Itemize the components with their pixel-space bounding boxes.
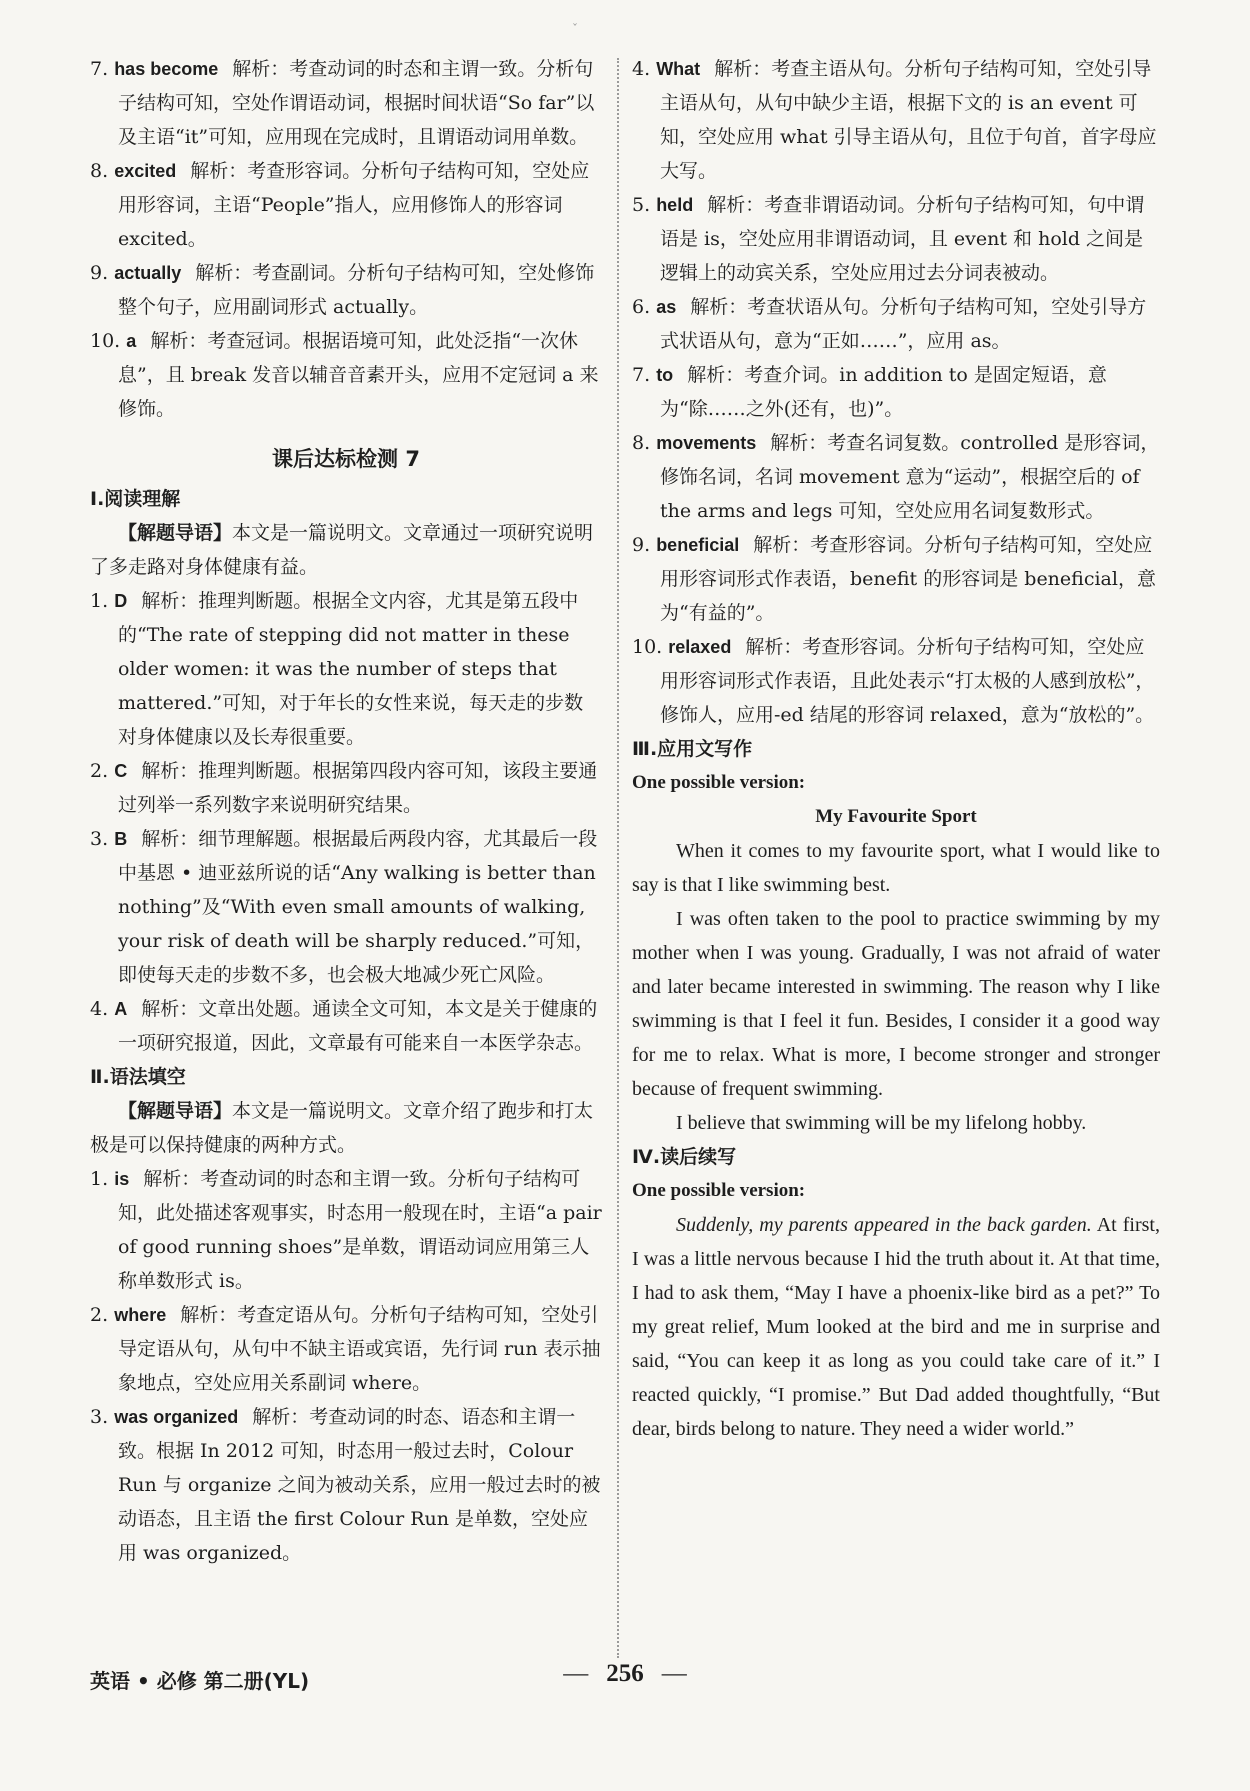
item-number: 7. bbox=[632, 364, 651, 386]
answer-key: A bbox=[114, 999, 128, 1019]
item-number: 3. bbox=[90, 1406, 109, 1428]
analysis-label: 解析： bbox=[745, 636, 803, 658]
analysis-label: 解析： bbox=[141, 828, 199, 850]
item-number: 1. bbox=[90, 590, 109, 612]
answer-key: beneficial bbox=[656, 535, 740, 555]
analysis-text: 考查动词的时态、语态和主谓一致。根据 In 2012 可知，时态用一般过去时，Colour Run 与 organize 之间为被动关系，应用一般过去时的被动语态，且主语 the first Colour Run 是单数，空处应用 was organized。 bbox=[118, 1406, 601, 1564]
analysis-label: 解析： bbox=[150, 330, 208, 352]
page-dash: — bbox=[563, 1660, 589, 1687]
answer-item bbox=[90, 324, 602, 426]
guide-key: 【解题导语】 bbox=[118, 1100, 233, 1122]
reading-guide bbox=[90, 516, 602, 584]
answer-item bbox=[90, 754, 602, 822]
analysis-text: 推理判断题。根据第四段内容可知，该段主要通过列举一系列数字来说明研究结果。 bbox=[118, 760, 598, 816]
analysis-text: 考查名词复数。controlled 是形容词，修饰名词，名词 movement 意为“运动”，根据空后的 of the arms and legs 可知，空处应用名词复数形式。 bbox=[660, 432, 1160, 522]
item-number: 1. bbox=[90, 1168, 109, 1190]
answer-key: actually bbox=[114, 263, 182, 283]
continuation-text: At first, I was a little nervous because I hid the truth about it. At that time, I had to ask them, “May I have a phoenix-like bird as a pet?” To my great relief, Mum looked at the bird and me in surprise and said, “You can keep it as long as you could take care of it.” I reacted quickly, “I promise.” But Dad added thoughtfully, “But dear, birds belong to nature. They need a wider world.” bbox=[632, 1214, 1160, 1440]
answer-key: What bbox=[656, 59, 701, 79]
book-title: 英语 • 必修 第二册(YL) bbox=[90, 1669, 310, 1693]
guide-text: 本文是一篇说明文。文章通过一项研究说明了多走路对身体健康有益。 bbox=[90, 522, 594, 578]
reading-heading: Ⅰ.阅读理解 bbox=[90, 488, 181, 510]
answer-key: where bbox=[114, 1305, 167, 1325]
scan-mark: ˇ bbox=[572, 22, 578, 36]
analysis-text: 考查动词的时态和主谓一致。分析句子结构可知，此处描述客观事实，时态用一般现在时，主语“a pair of good running shoes”是单数，谓语动词应用第三人称单数形式 is。 bbox=[118, 1168, 602, 1292]
guide-key: 【解题导语】 bbox=[118, 522, 233, 544]
answer-key: was organized bbox=[114, 1407, 239, 1427]
analysis-text: 考查形容词。分析句子结构可知，空处应用形容词，主语“People”指人，应用修饰人的形容词 excited。 bbox=[118, 160, 590, 250]
item-number: 2. bbox=[90, 760, 109, 782]
analysis-label: 解析： bbox=[252, 1406, 310, 1428]
continuation-paragraph bbox=[632, 1208, 1160, 1446]
essay-paragraph: When it comes to my favourite sport, what I would like to say is that I like swimming best. bbox=[632, 840, 1160, 896]
analysis-text: 考查主语从句。分析句子结构可知，空处引导主语从句，从句中缺少主语，根据下文的 is an event 可知，空处应用 what 引导主语从句，且位于句首，首字母应大写。 bbox=[660, 58, 1157, 182]
analysis-label: 解析： bbox=[180, 1304, 238, 1326]
item-number: 10. bbox=[90, 330, 121, 352]
item-number: 9. bbox=[632, 534, 651, 556]
analysis-label: 解析： bbox=[232, 58, 290, 80]
guide-text: 本文是一篇说明文。文章介绍了跑步和打太极是可以保持健康的两种方式。 bbox=[90, 1100, 594, 1156]
analysis-text: 考查定语从句。分析句子结构可知，空处引导定语从句，从句中不缺主语或宾语，先行词 run 表示抽象地点，空处应用关系副词 where。 bbox=[118, 1304, 601, 1394]
page-number-block bbox=[0, 1660, 1250, 1688]
item-number: 2. bbox=[90, 1304, 109, 1326]
answer-item bbox=[90, 1298, 602, 1400]
analysis-label: 解析： bbox=[141, 998, 199, 1020]
item-number: 8. bbox=[632, 432, 651, 454]
answer-item bbox=[90, 822, 602, 992]
analysis-text: 考查动词的时态和主谓一致。分析句子结构可知，空处作谓语动词，根据时间状语“So far”以及主语“it”可知，应用现在完成时，且谓语动词用单数。 bbox=[118, 58, 595, 148]
grammar-guide bbox=[90, 1094, 602, 1162]
answer-key: has become bbox=[114, 59, 219, 79]
writing-heading: Ⅲ.应用文写作 bbox=[632, 738, 753, 760]
answer-item bbox=[632, 358, 1160, 426]
answer-key: relaxed bbox=[668, 637, 732, 657]
analysis-label: 解析： bbox=[687, 364, 745, 386]
item-number: 8. bbox=[90, 160, 109, 182]
analysis-label: 解析： bbox=[190, 160, 248, 182]
answer-key: is bbox=[114, 1169, 130, 1189]
item-number: 4. bbox=[90, 998, 109, 1020]
analysis-label: 解析： bbox=[753, 534, 811, 556]
item-number: 10. bbox=[632, 636, 663, 658]
answer-item bbox=[632, 528, 1160, 630]
answer-key: a bbox=[126, 331, 137, 351]
answer-item bbox=[90, 992, 602, 1060]
item-number: 5. bbox=[632, 194, 651, 216]
page-dash: — bbox=[661, 1660, 687, 1687]
analysis-text: 推理判断题。根据全文内容，尤其是第五段中的“The rate of stepping did not matter in these older women: it was the number of steps that mattered.”可知，对于年长的女性来说，每天走的步数对身体健康以及长寿很重要。 bbox=[118, 590, 584, 748]
page-number: 256 bbox=[606, 1660, 644, 1687]
analysis-text: 考查状语从句。分析句子结构可知，空处引导方式状语从句，意为“正如……”，应用 as。 bbox=[660, 296, 1147, 352]
essay-paragraph: I believe that swimming will be my lifelong hobby. bbox=[676, 1112, 1087, 1134]
analysis-text: 细节理解题。根据最后两段内容，尤其最后一段中基恩 • 迪亚兹所说的话“Any walking is better than nothing”及“With even small amounts of walking, your risk of death will be sharply reduced.”可知，即使每天走的步数不多，也会极大地减少死亡风险。 bbox=[118, 828, 598, 986]
answer-key: excited bbox=[114, 161, 177, 181]
answer-item bbox=[90, 1400, 602, 1570]
answer-item bbox=[632, 630, 1160, 732]
section-title: 课后达标检测 7 bbox=[272, 447, 420, 471]
analysis-text: 文章出处题。通读全文可知，本文是关于健康的一项研究报道，因此，文章最有可能来自一本医学杂志。 bbox=[118, 998, 598, 1054]
left-column bbox=[90, 52, 602, 1570]
analysis-label: 解析： bbox=[770, 432, 828, 454]
item-number: 7. bbox=[90, 58, 109, 80]
answer-item bbox=[90, 52, 602, 154]
essay-title: My Favourite Sport bbox=[815, 806, 977, 827]
analysis-label: 解析： bbox=[707, 194, 765, 216]
answer-item bbox=[632, 290, 1160, 358]
answer-key: held bbox=[656, 195, 694, 215]
analysis-text: 考查非谓语动词。分析句子结构可知，句中谓语是 is，空处应用非谓语动词，且 event 和 hold 之间是逻辑上的动宾关系，空处应用过去分词表被动。 bbox=[660, 194, 1145, 284]
answer-item bbox=[632, 426, 1160, 528]
right-column bbox=[632, 52, 1160, 1446]
answer-key: B bbox=[114, 829, 128, 849]
essay-paragraph: I was often taken to the pool to practice swimming by my mother when I was young. Gradually, I was not afraid of water and later became interested in swimming. The reason why I like swimming is that I feel it fun. Besides, I consider it a good way for me to relax. What is more, I become stronger and stronger because of frequent swimming. bbox=[632, 908, 1160, 1100]
item-number: 9. bbox=[90, 262, 109, 284]
column-divider bbox=[617, 58, 619, 1658]
continuation-heading: Ⅳ.读后续写 bbox=[632, 1146, 737, 1168]
item-number: 6. bbox=[632, 296, 651, 318]
item-number: 3. bbox=[90, 828, 109, 850]
analysis-label: 解析： bbox=[141, 590, 199, 612]
answer-item bbox=[90, 154, 602, 256]
answer-item bbox=[632, 52, 1160, 188]
answer-key: D bbox=[114, 591, 128, 611]
item-number: 4. bbox=[632, 58, 651, 80]
analysis-text: 考查形容词。分析句子结构可知，空处应用形容词形式作表语，benefit 的形容词是 beneficial，意为“有益的”。 bbox=[660, 534, 1156, 624]
answer-key: movements bbox=[656, 433, 757, 453]
analysis-text: 考查形容词。分析句子结构可知，空处应用形容词形式作表语，且此处表示“打太极的人感到放松”，修饰人，应用-ed 结尾的形容词 relaxed，意为“放松的”。 bbox=[660, 636, 1155, 726]
analysis-label: 解析： bbox=[690, 296, 748, 318]
first-sentence: Suddenly, my parents appeared in the back garden. bbox=[676, 1214, 1092, 1236]
analysis-text: 考查副词。分析句子结构可知，空处修饰整个句子，应用副词形式 actually。 bbox=[118, 262, 595, 318]
analysis-text: 考查冠词。根据语境可知，此处泛指“一次休息”，且 break 发音以辅音音素开头，应用不定冠词 a 来修饰。 bbox=[118, 330, 599, 420]
answer-key: as bbox=[656, 297, 677, 317]
analysis-text: 考查介词。in addition to 是固定短语，意为“除……之外(还有，也)”。 bbox=[660, 364, 1107, 420]
answer-key: to bbox=[656, 365, 674, 385]
answer-key: C bbox=[114, 761, 128, 781]
answer-item bbox=[90, 584, 602, 754]
answer-item bbox=[90, 256, 602, 324]
version-label: One possible version: bbox=[632, 772, 806, 793]
answer-item bbox=[632, 188, 1160, 290]
version-label: One possible version: bbox=[632, 1180, 806, 1201]
analysis-label: 解析： bbox=[195, 262, 253, 284]
analysis-label: 解析： bbox=[714, 58, 772, 80]
analysis-label: 解析： bbox=[141, 760, 199, 782]
answer-item bbox=[90, 1162, 602, 1298]
grammar-heading: Ⅱ.语法填空 bbox=[90, 1066, 186, 1088]
analysis-label: 解析： bbox=[143, 1168, 201, 1190]
